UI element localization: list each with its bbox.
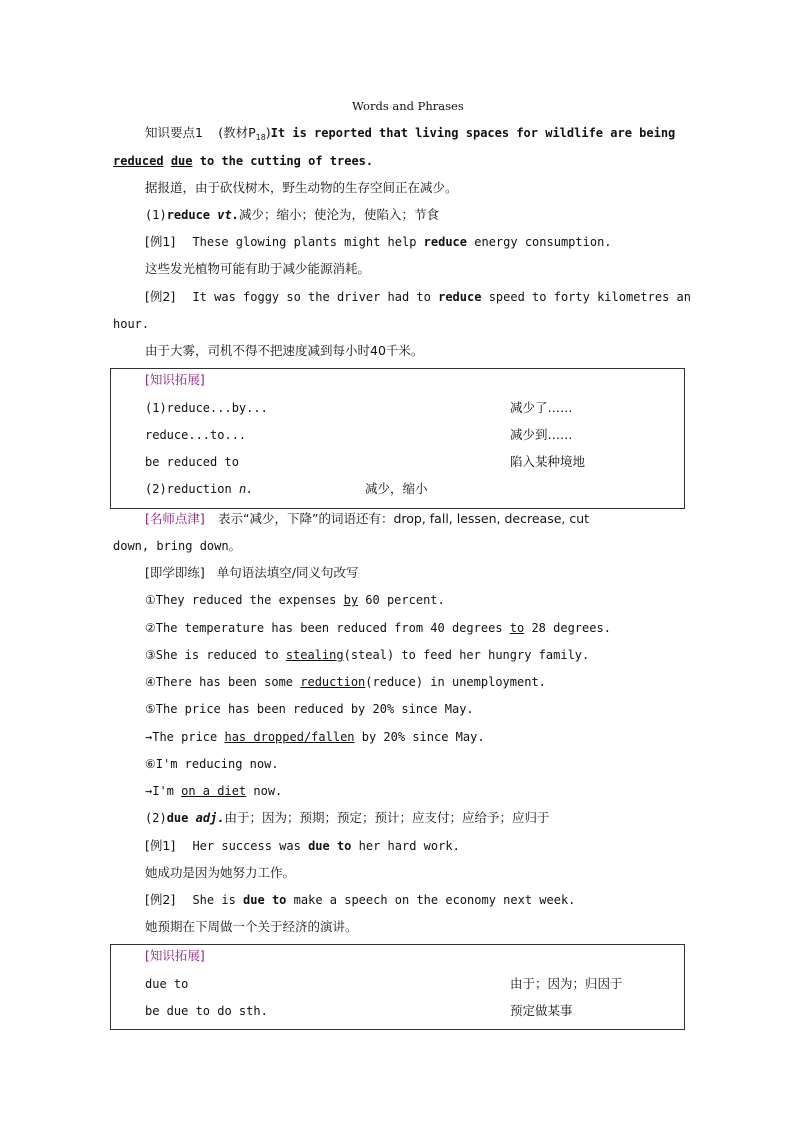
teacher-tip: [名师点津] 表示“减少，下降”的词语还有：drop, fall, lessen, decrease, cut: [145, 511, 590, 526]
practice-heading: [即学即练] 单句语法填空/同义句改写: [145, 565, 359, 580]
reduce-example-2-cont: hour.: [113, 317, 150, 331]
knowledge-box-heading: [知识拓展]: [145, 372, 205, 387]
box2-row-2: be due to do sth. 预定做某事: [145, 1003, 573, 1018]
due-example-1: [例1] Her success was due to her hard work.: [145, 838, 460, 853]
due-example-1-translation: 她成功是因为她努力工作。: [145, 865, 296, 880]
reduce-example-2-translation: 由于大雾，司机不得不把速度减到每小时40千米。: [145, 343, 424, 358]
practice-item-6: ⑥I'm reducing now.: [145, 757, 279, 771]
answer: to: [509, 621, 525, 635]
box1-row-4: (2)reduction n. 减少，缩小: [145, 481, 428, 496]
due-example-2-translation: 她预期在下周做一个关于经济的演讲。: [145, 919, 358, 934]
box1-row-1: (1)reduce...by... 减少了……: [145, 400, 573, 415]
answer: by: [343, 593, 359, 607]
box1-row-3: be reduced to 陷入某种境地: [145, 454, 586, 469]
reduce-example-1: [例1] These glowing plants might help reduce energy consumption.: [145, 234, 612, 249]
knowledge-box-heading: [知识拓展]: [145, 948, 205, 963]
sentence-rest: to the cutting of trees.: [199, 154, 374, 168]
textbook-ref: (教材$P_{18}$): [218, 125, 271, 142]
due-example-2: [例2] She is due to make a speech on the economy next week.: [145, 892, 576, 907]
due-heading: (2)due adj.由于；因为；预期；预定；预计；应支付；应给予；应归于: [145, 810, 550, 825]
point1-line: [145, 125, 675, 146]
reduce-heading: (1)reduce vt.减少；缩小；使沦为，使陷入；节食: [145, 207, 439, 222]
practice-item-5-rewrite: →The price has dropped/fallen by 20% since May.: [145, 730, 485, 744]
point-tag: 知识要点1: [145, 125, 203, 140]
key-sentence-part2: [113, 153, 373, 169]
practice-item-1: ①They reduced the expenses by 60 percent.: [145, 593, 445, 607]
practice-item-2: ②The temperature has been reduced from 40 degrees to 28 degrees.: [145, 621, 611, 635]
box1-row-2: reduce...to... 减少到……: [145, 427, 573, 442]
practice-item-6-rewrite: →I'm on a diet now.: [145, 784, 283, 798]
page-title: Words and Phrases: [352, 99, 464, 113]
tip-label: [名师点津]: [145, 511, 205, 526]
key-sentence-part1: It is reported that living spaces for wildlife are being: [270, 126, 676, 140]
reduce-example-2: [例2] It was foggy so the driver had to reduce speed to forty kilometres an: [145, 289, 691, 304]
answer: has dropped/fallen: [224, 730, 355, 744]
box2-row-1: due to 由于；因为；归因于: [145, 976, 623, 991]
keyword-reduced: reduced: [113, 154, 164, 168]
answer: stealing: [285, 648, 344, 662]
answer: on a diet: [181, 784, 247, 798]
answer: reduction: [300, 675, 366, 689]
practice-item-5: ⑤The price has been reduced by 20% since May.: [145, 702, 474, 716]
reduce-example-1-translation: 这些发光植物可能有助于减少能源消耗。: [145, 261, 371, 276]
key-sentence-translation: 据报道，由于砍伐树木，野生动物的生存空间正在减少。: [145, 180, 458, 195]
teacher-tip-cont: down, bring down。: [113, 539, 241, 553]
practice-item-3: ③She is reduced to stealing(steal) to feed her hungry family.: [145, 648, 590, 662]
keyword-due: due: [170, 154, 193, 168]
practice-item-4: ④There has been some reduction(reduce) in unemployment.: [145, 675, 546, 689]
